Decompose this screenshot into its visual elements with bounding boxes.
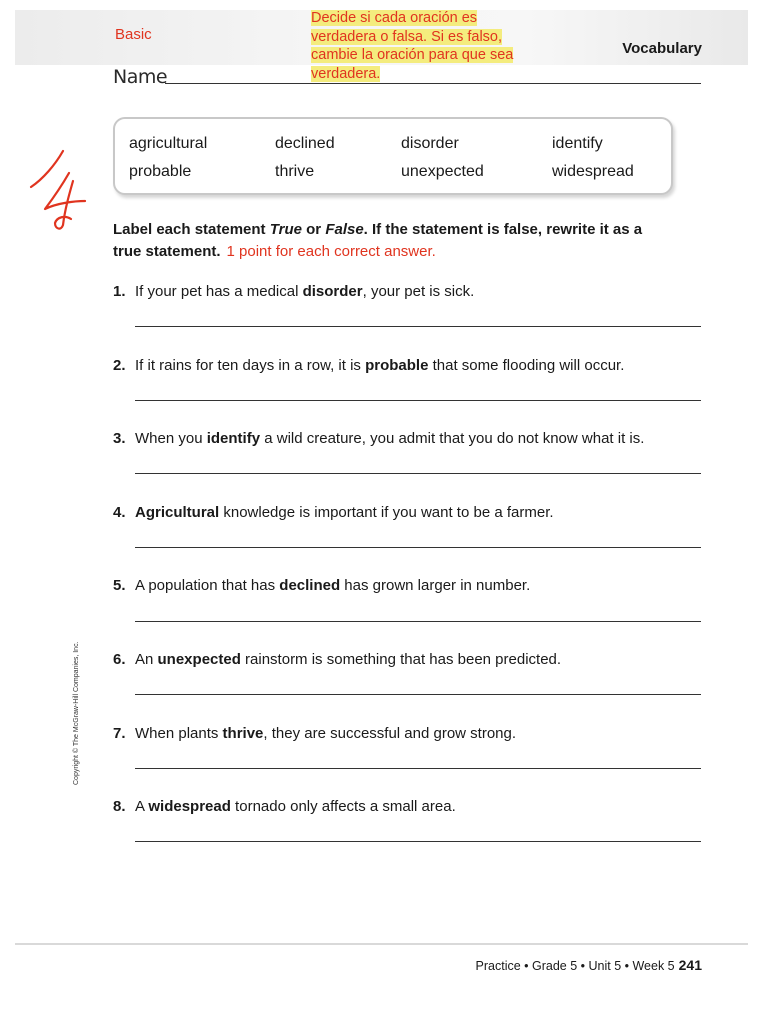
- instructions-false: False: [325, 221, 364, 238]
- question-number: 6.: [113, 651, 126, 668]
- question-text: A: [135, 798, 149, 815]
- instructions-or: or: [301, 221, 326, 238]
- copyright-notice: Copyright © The McGraw-Hill Companies, Inc.: [73, 641, 80, 785]
- word-bank-item: declined: [275, 135, 335, 152]
- question-number: 5.: [113, 577, 126, 594]
- spanish-instruction-note: [311, 9, 551, 83]
- word-bank: [113, 117, 673, 195]
- word-bank-item: probable: [129, 163, 192, 180]
- instructions-text: Label each statement: [113, 221, 270, 238]
- question-number: 8.: [113, 798, 126, 815]
- section-title: Vocabulary: [622, 40, 702, 57]
- question-item: [113, 430, 713, 447]
- footer-text: Practice • Grade 5 • Unit 5 • Week 5: [475, 959, 675, 973]
- vocab-word: widespread: [148, 798, 231, 815]
- question-item: [113, 798, 713, 815]
- page-footer: [440, 957, 702, 973]
- score-slash: [31, 151, 63, 187]
- question-text: When plants: [135, 725, 223, 742]
- vocab-word: probable: [365, 357, 429, 374]
- name-label: Name: [113, 66, 168, 88]
- question-number: 7.: [113, 725, 126, 742]
- question-text: An: [135, 651, 158, 668]
- answer-line[interactable]: [135, 473, 701, 474]
- question-item: [113, 725, 713, 742]
- question-number: 1.: [113, 283, 126, 300]
- vocab-word: identify: [206, 430, 261, 447]
- vocab-word: disorder: [302, 283, 363, 300]
- question-text: If it rains for ten days in a row, it is: [135, 357, 366, 374]
- question-text: , your pet is sick.: [362, 283, 475, 300]
- page-number: 241: [678, 957, 702, 973]
- question-number: 2.: [113, 357, 126, 374]
- question-text: When you: [135, 430, 207, 447]
- note-line: verdadera o falsa. Si es falso,: [311, 28, 503, 45]
- answer-line[interactable]: [135, 326, 701, 327]
- question-text: If your pet has a medical: [135, 283, 303, 300]
- word-bank-item: disorder: [401, 135, 459, 152]
- answer-line[interactable]: [135, 547, 701, 548]
- level-label: Basic: [115, 26, 152, 43]
- name-field[interactable]: [165, 83, 701, 84]
- question-text: rainstorm is something that has been predicted.: [240, 651, 562, 668]
- score-digit-four: [45, 173, 85, 229]
- note-line: verdadera.: [311, 65, 381, 82]
- question-text: A population that has: [135, 577, 280, 594]
- question-item: [113, 283, 713, 300]
- question-item: [113, 651, 713, 668]
- answer-line[interactable]: [135, 694, 701, 695]
- word-bank-item: unexpected: [401, 163, 484, 180]
- vocab-word: declined: [279, 577, 341, 594]
- instructions: [113, 219, 673, 263]
- question-number: 3.: [113, 430, 126, 447]
- footer-divider: [15, 943, 748, 945]
- answer-line[interactable]: [135, 768, 701, 769]
- answer-line[interactable]: [135, 841, 701, 842]
- word-bank-item: widespread: [552, 163, 634, 180]
- word-bank-item: thrive: [275, 163, 315, 180]
- answer-line[interactable]: [135, 400, 701, 401]
- question-item: [113, 504, 713, 521]
- question-item: [113, 357, 713, 374]
- points-note: 1 point for each correct answer.: [226, 243, 436, 260]
- question-text: a wild creature, you admit that you do not know what it is.: [260, 430, 645, 447]
- handwritten-score: [25, 143, 95, 233]
- question-number: 4.: [113, 504, 126, 521]
- word-bank-item: agricultural: [129, 135, 208, 152]
- question-text: tornado only affects a small area.: [230, 798, 456, 815]
- question-text: knowledge is important if you want to be a farmer.: [219, 504, 554, 521]
- question-text: has grown larger in number.: [340, 577, 531, 594]
- note-line: cambie la oración para que sea: [311, 47, 514, 63]
- instructions-true: True: [269, 221, 302, 238]
- question-text: that some flooding will occur.: [428, 357, 625, 374]
- answer-line[interactable]: [135, 621, 701, 622]
- note-line: Decide si cada oración es: [311, 10, 478, 26]
- vocab-word: thrive: [222, 725, 264, 742]
- vocab-word: unexpected: [157, 651, 241, 668]
- question-text: , they are successful and grow strong.: [263, 725, 517, 742]
- question-item: [113, 577, 713, 594]
- vocab-word: Agricultural: [135, 504, 220, 521]
- word-bank-item: identify: [552, 135, 603, 152]
- instructions-text-2: . If the statement is false, rewrite it as a true statement.: [113, 221, 643, 260]
